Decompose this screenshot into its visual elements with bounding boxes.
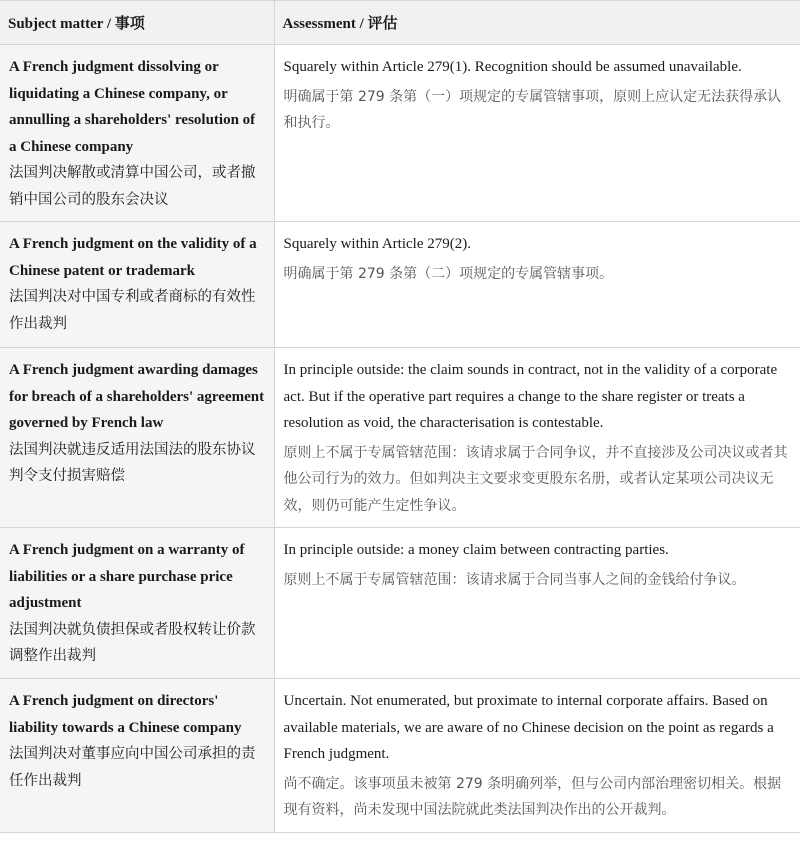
subject-cell: [0, 348, 274, 528]
subject-en: A French judgment dissolving or liquidating a Chinese company, or annulling a shareholders' resolution of a Chinese company: [9, 59, 256, 155]
assessment-en: In principle outside: the claim sounds in contract, not in the validity of a corporate act. But if the operative part requires a change to the share register or treats a resolution as void, the characterisation is contestable.: [283, 362, 778, 431]
assessment-en: Squarely within Article 279(1). Recognition should be assumed unavailable.: [283, 59, 742, 75]
subject-zh: 法国判决就违反适用法国法的股东协议判令支付损害赔偿: [9, 441, 256, 484]
assessment-cell: [274, 528, 800, 679]
assessment-cell: [274, 45, 800, 222]
table-row: [0, 222, 800, 348]
subject-en: A French judgment on a warranty of liabilities or a share purchase price adjustment: [9, 542, 245, 611]
subject-cell: [0, 222, 274, 348]
table-row: [0, 45, 800, 222]
table-row: [0, 528, 800, 679]
table-row: [0, 679, 800, 833]
table-header-row: [0, 1, 800, 45]
assessment-zh: 尚不确定。该事项虽未被第 279 条明确列举，但与公司内部治理密切相关。根据现有资料，尚未发现中国法院就此类法国判决作出的公开裁判。: [283, 775, 782, 818]
column-header-subject: Subject matter / 事项: [0, 1, 274, 45]
assessment-en: Squarely within Article 279(2).: [283, 236, 471, 252]
assessment-en: In principle outside: a money claim between contracting parties.: [283, 542, 669, 558]
assessment-cell: [274, 222, 800, 348]
assessment-zh: 原则上不属于专属管辖范围：该请求属于合同争议，并不直接涉及公司决议或者其他公司行为的效力。但如判决主文要求变更股东名册，或者认定某项公司决议无效，则仍可能产生定性争议。: [283, 444, 788, 514]
subject-zh: 法国判决对董事应向中国公司承担的责任作出裁判: [9, 746, 256, 789]
assessment-cell: [274, 348, 800, 528]
assessment-cell: [274, 679, 800, 833]
assessment-zh: 明确属于第 279 条第（二）项规定的专属管辖事项。: [283, 265, 614, 282]
subject-en: A French judgment on the validity of a Chinese patent or trademark: [9, 236, 257, 279]
assessment-zh: 原则上不属于专属管辖范围：该请求属于合同当事人之间的金钱给付争议。: [283, 571, 746, 588]
subject-en: A French judgment on directors' liability towards a Chinese company: [9, 693, 242, 736]
table-row: [0, 348, 800, 528]
subject-cell: [0, 45, 274, 222]
subject-zh: 法国判决就负债担保或者股权转让价款调整作出裁判: [9, 621, 256, 664]
subject-zh: 法国判决解散或清算中国公司，或者撤销中国公司的股东会决议: [9, 165, 256, 208]
subject-cell: [0, 528, 274, 679]
assessment-en: Uncertain. Not enumerated, but proximate to internal corporate affairs. Based on available materials, we are aware of no Chinese decision on the point as regards a French judgment.: [283, 693, 774, 762]
assessment-zh: 明确属于第 279 条第（一）项规定的专属管辖事项，原则上应认定无法获得承认和执行。: [283, 88, 782, 131]
column-header-assessment: Assessment / 评估: [274, 1, 800, 45]
subject-zh: 法国判决对中国专利或者商标的有效性作出裁判: [9, 289, 256, 332]
subject-cell: [0, 679, 274, 833]
subject-en: A French judgment awarding damages for breach of a shareholders' agreement governed by French law: [9, 362, 265, 431]
